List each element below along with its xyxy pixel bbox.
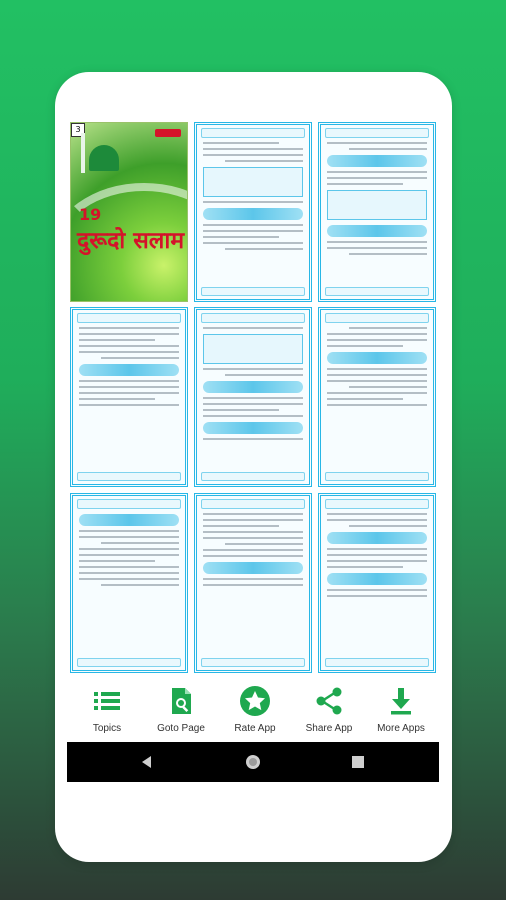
page-thumbnail-8[interactable] (194, 493, 312, 673)
app-screen (67, 115, 439, 782)
minaret-graphic (81, 133, 85, 173)
book-cover-thumbnail[interactable] (70, 122, 188, 302)
page-thumbnail-3[interactable] (318, 122, 436, 302)
nav-share-app-button[interactable] (292, 679, 366, 737)
nav-more-apps-button[interactable] (364, 679, 438, 737)
recents-icon[interactable] (350, 754, 366, 770)
green-dome-graphic (89, 145, 119, 171)
page-thumbnail-5[interactable] (194, 307, 312, 487)
system-navigation-bar (67, 742, 439, 782)
cover-badge (155, 129, 181, 137)
document-search-icon (165, 685, 197, 717)
page-text-box (203, 167, 303, 197)
nav-goto-page-label: Goto Page (157, 723, 205, 734)
cover-title: दुरूदो सलाम (77, 228, 185, 254)
share-icon (313, 685, 345, 717)
home-icon[interactable] (245, 754, 261, 770)
nav-more-apps-label: More Apps (377, 723, 425, 734)
page-thumbnail-2[interactable] (194, 122, 312, 302)
nav-topics-button[interactable] (70, 679, 144, 737)
download-icon (385, 685, 417, 717)
page-thumbnail-4[interactable] (70, 307, 188, 487)
cover-corner-tag: 3 (71, 123, 85, 137)
cover-number: 19 (79, 205, 102, 224)
nav-goto-page-button[interactable] (144, 679, 218, 737)
page-footer-band (201, 287, 305, 296)
page-thumbnail-grid (67, 115, 439, 675)
nav-share-app-label: Share App (305, 723, 353, 734)
nav-topics-label: Topics (92, 723, 122, 734)
nav-rate-app-label: Rate App (234, 723, 276, 734)
nav-rate-app-button[interactable] (218, 679, 292, 737)
page-thumbnail-9[interactable] (318, 493, 436, 673)
page-title-band (203, 208, 303, 220)
page-thumbnail-6[interactable] (318, 307, 436, 487)
page-thumbnail-7[interactable] (70, 493, 188, 673)
back-icon[interactable] (139, 754, 155, 770)
list-icon (91, 685, 123, 717)
bottom-navigation (67, 679, 439, 737)
star-icon (239, 685, 271, 717)
page-header-band (201, 128, 305, 138)
